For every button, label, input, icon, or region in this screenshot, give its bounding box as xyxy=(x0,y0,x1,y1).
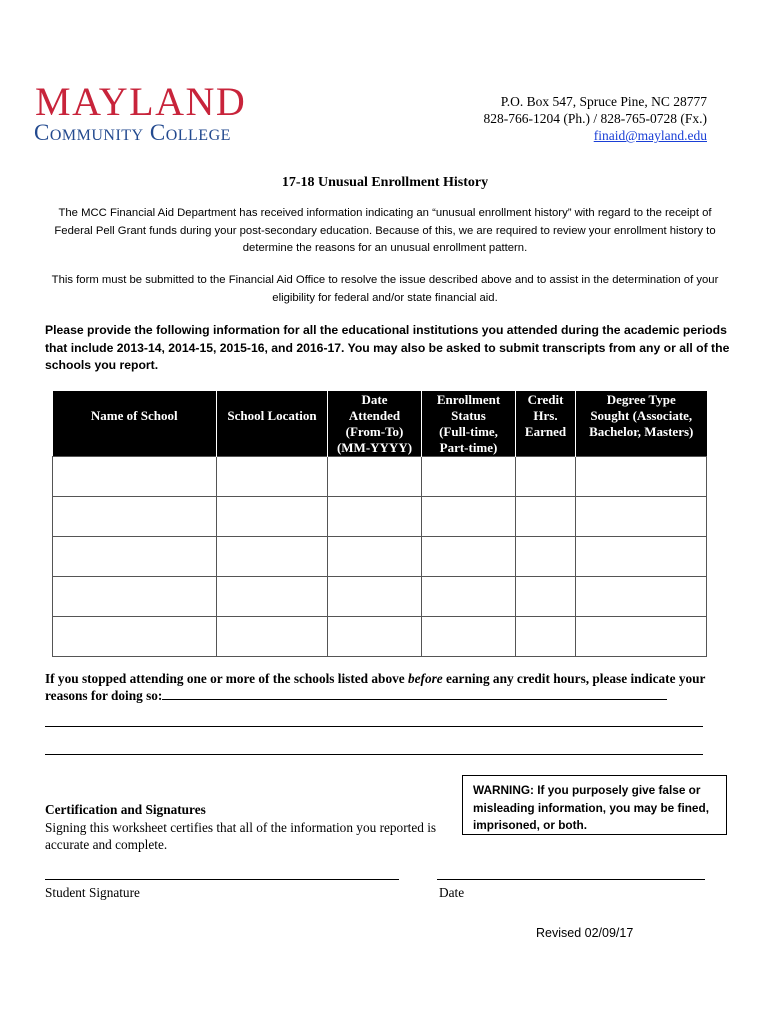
enrollment-status-cell[interactable] xyxy=(422,497,516,537)
credit-hours-cell[interactable] xyxy=(516,457,576,497)
date-line[interactable] xyxy=(437,879,705,880)
logo-community-college: Community College xyxy=(34,120,231,145)
date-label: Date xyxy=(439,885,465,900)
table-row xyxy=(53,457,707,497)
table-row xyxy=(53,537,707,577)
intro-paragraph: The MCC Financial Aid Department has received information indicating an “unusual enrollment history” with regard to the receipt of Federal Pell Grant funds during your post-secondary education. Because of this, we are required to review your enrollment history to determine the reasons for an unusual enrollment pattern. xyxy=(54,207,716,254)
submission-paragraph: This form must be submitted to the Financial Aid Office to resolve the issue described above and to assist in the determination of your eligibility for federal and/or state financial aid. xyxy=(51,274,719,304)
warning-box: WARNING: If you purposely give false or misleading information, you may be fined, imprisoned, or both. xyxy=(462,775,727,835)
logo-mayland: MAYLAND xyxy=(35,79,247,124)
table-row xyxy=(53,497,707,537)
enrollment-status-cell[interactable] xyxy=(422,537,516,577)
degree-type-cell[interactable] xyxy=(576,457,707,497)
credit-hours-cell[interactable] xyxy=(516,577,576,617)
school-name-cell[interactable] xyxy=(53,497,217,537)
table-row xyxy=(53,577,707,617)
date-attended-cell[interactable] xyxy=(328,577,422,617)
school-location-cell[interactable] xyxy=(217,497,328,537)
school-location-cell[interactable] xyxy=(217,617,328,657)
question-emphasis: before xyxy=(407,671,443,686)
credit-hours-cell[interactable] xyxy=(516,537,576,577)
certification-title: Certification and Signatures xyxy=(45,802,206,817)
address-line: P.O. Box 547, Spruce Pine, NC 28777 xyxy=(500,94,707,109)
question-text-2: earning any credit hours, please indicate your reasons for doing so: xyxy=(45,671,706,703)
school-history-table xyxy=(52,391,707,657)
school-location-cell[interactable] xyxy=(217,537,328,577)
email-link[interactable]: finaid@mayland.edu xyxy=(593,128,707,143)
instructions: Please provide the following information for all the educational institutions you attended during the academic periods that include 2013-14, 2014-15, 2015-16, and 2016-17. You may also be asked to submit transcripts from any or all of the schools you report. xyxy=(45,323,730,372)
reason-answer-line-1[interactable] xyxy=(162,687,667,700)
revision-date: Revised 02/09/17 xyxy=(536,926,634,940)
school-name-cell[interactable] xyxy=(53,577,217,617)
school-location-cell[interactable] xyxy=(217,577,328,617)
degree-type-cell[interactable] xyxy=(576,577,707,617)
student-signature-label: Student Signature xyxy=(45,885,140,900)
reason-answer-line-2[interactable] xyxy=(45,726,703,727)
certification-text: Signing this worksheet certifies that all of the information you reported is accurate and complete. xyxy=(45,820,437,852)
phone-fax-line: 828-766-1204 (Ph.) / 828-765-0728 (Fx.) xyxy=(483,111,707,126)
enrollment-status-cell[interactable] xyxy=(422,617,516,657)
school-name-cell[interactable] xyxy=(53,537,217,577)
question-text-1: If you stopped attending one or more of the schools listed above xyxy=(45,671,408,686)
school-name-cell[interactable] xyxy=(53,457,217,497)
header-name-of-school: Name of School xyxy=(53,391,217,457)
degree-type-cell[interactable] xyxy=(576,497,707,537)
header-credit-hours: Credit Hrs. Earned xyxy=(516,391,576,457)
header-degree-type: Degree Type Sought (Associate, Bachelor, Masters) xyxy=(576,391,707,457)
credit-hours-cell[interactable] xyxy=(516,497,576,537)
enrollment-status-cell[interactable] xyxy=(422,457,516,497)
enrollment-status-cell[interactable] xyxy=(422,577,516,617)
table-header-row xyxy=(53,391,707,457)
stopped-attending-question xyxy=(45,670,735,704)
header-date-attended: Date Attended (From-To) (MM-YYYY) xyxy=(328,391,422,457)
date-attended-cell[interactable] xyxy=(328,617,422,657)
school-location-cell[interactable] xyxy=(217,457,328,497)
header-school-location: School Location xyxy=(217,391,328,457)
school-name-cell[interactable] xyxy=(53,617,217,657)
date-attended-cell[interactable] xyxy=(328,457,422,497)
degree-type-cell[interactable] xyxy=(576,617,707,657)
student-signature-line[interactable] xyxy=(45,879,399,880)
header-enrollment-status: Enrollment Status (Full-time, Part-time) xyxy=(422,391,516,457)
degree-type-cell[interactable] xyxy=(576,537,707,577)
date-attended-cell[interactable] xyxy=(328,497,422,537)
date-attended-cell[interactable] xyxy=(328,537,422,577)
table-row xyxy=(53,617,707,657)
credit-hours-cell[interactable] xyxy=(516,617,576,657)
form-title: 17-18 Unusual Enrollment History xyxy=(281,175,489,190)
reason-answer-line-3[interactable] xyxy=(45,754,703,755)
